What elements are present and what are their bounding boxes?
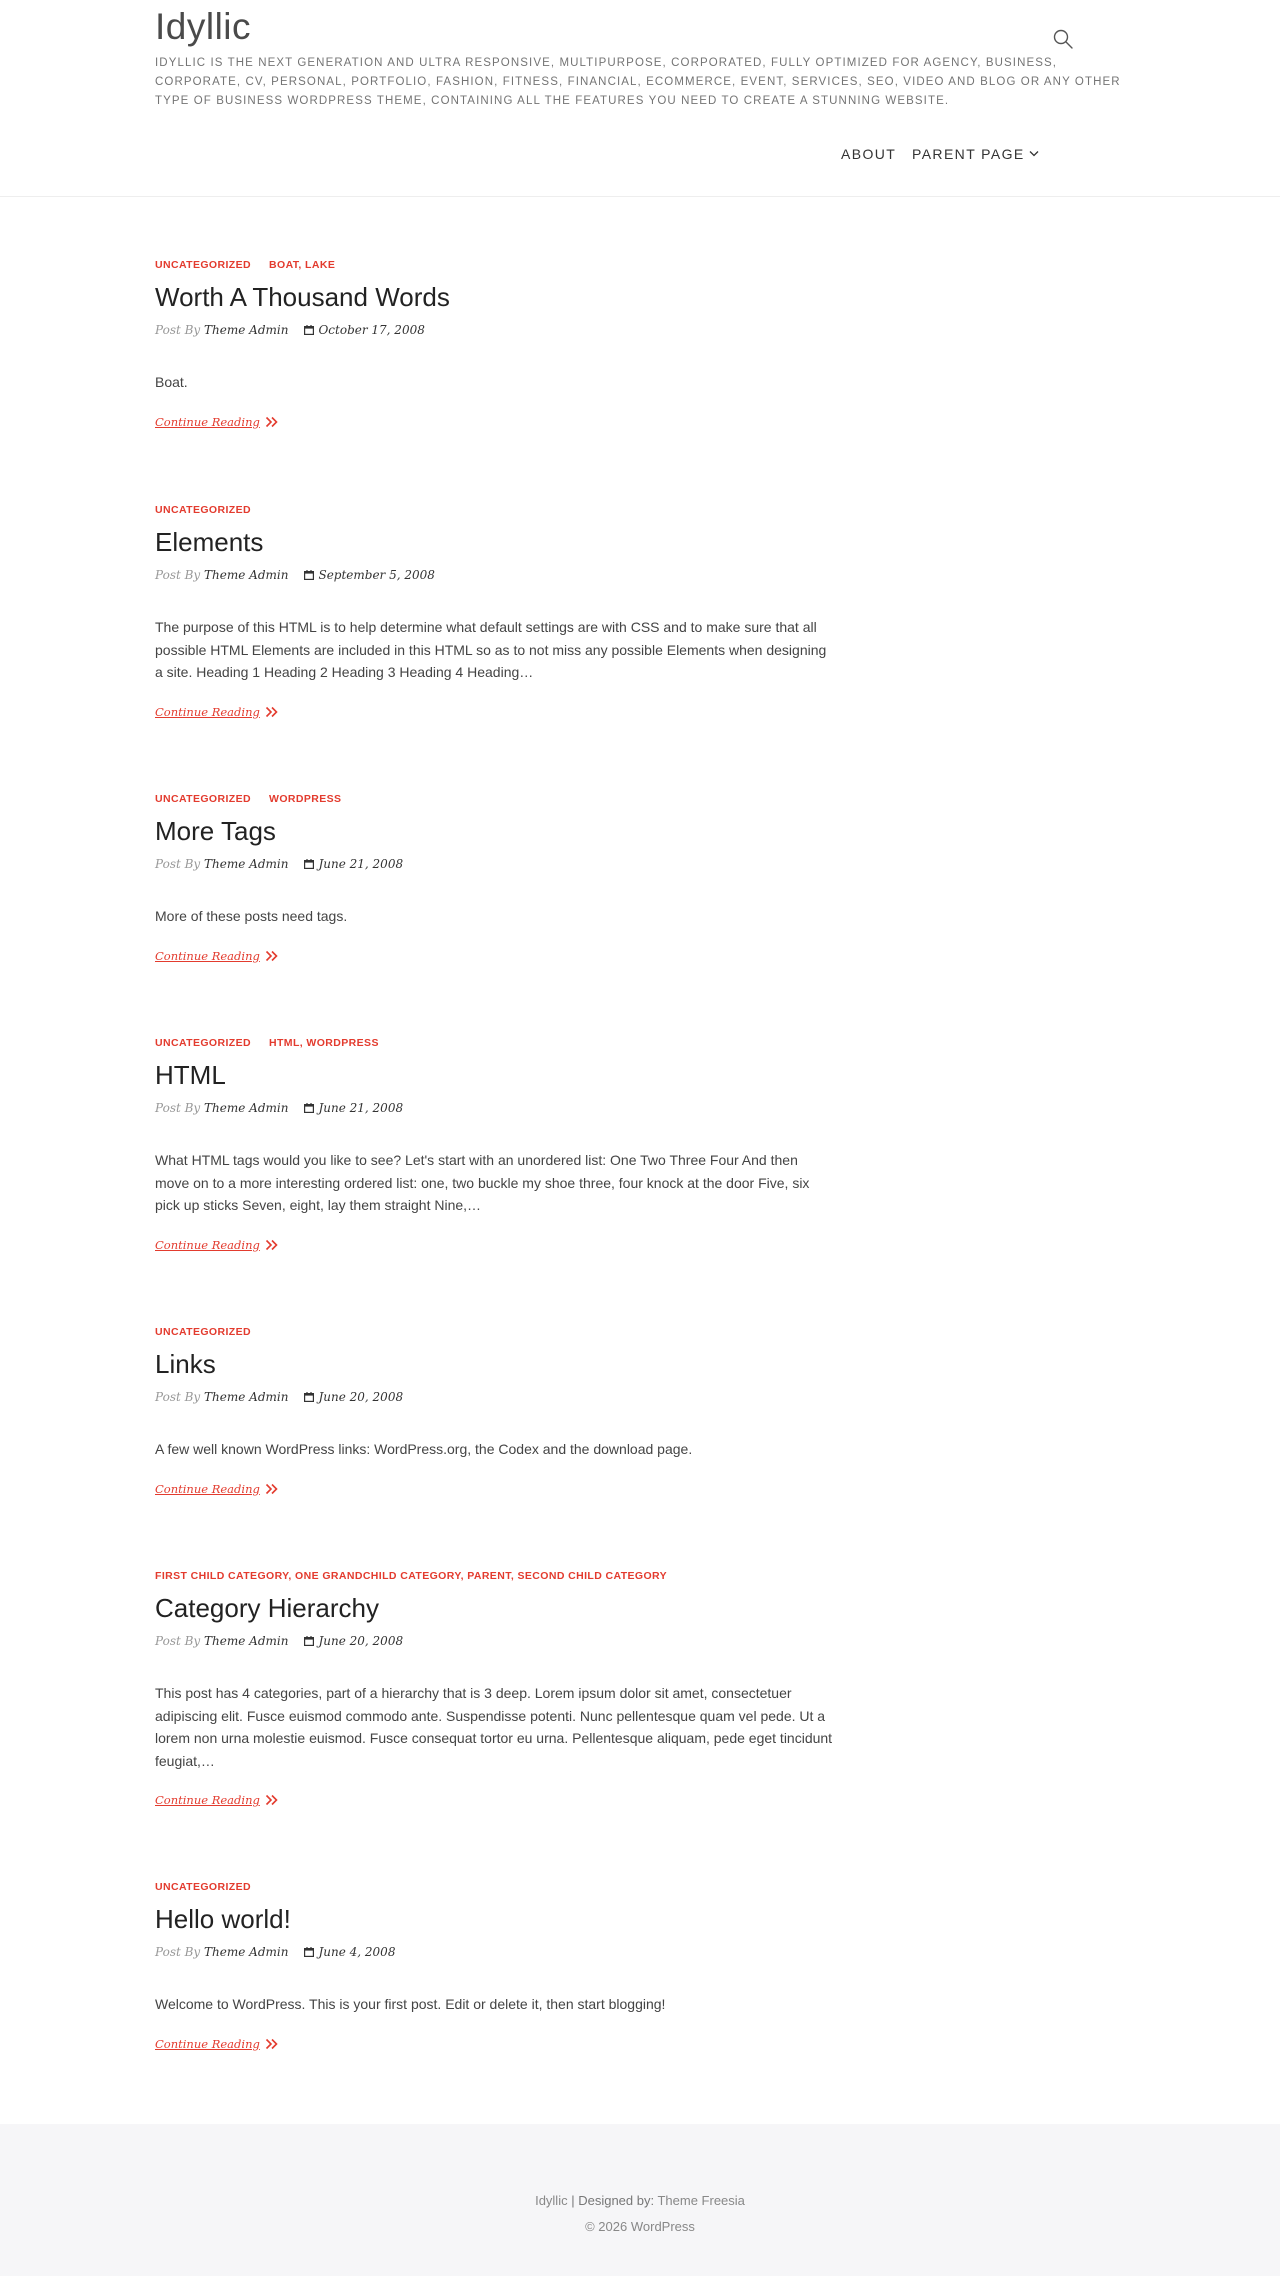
post-entry xyxy=(155,504,835,721)
post-excerpt: This post has 4 categories, part of a hierarchy that is 3 deep. Lorem ipsum dolor sit amet, consectetuer adipiscing elit. Fusce euismod commodo ante. Suspendisse potenti. Nunc pellentesque quam vel pede. Ut a lorem non urna molestie euismod. Fusce consequat tortor eu urna. Pellentesque aliquam, pede eget tincidunt feugiat,… xyxy=(155,1685,833,1769)
calendar-icon xyxy=(304,1636,314,1646)
site-header xyxy=(0,0,1280,197)
post-date-wrap[interactable] xyxy=(304,1945,395,1959)
calendar-icon xyxy=(304,1392,314,1402)
footer-designer-link[interactable]: Theme Freesia xyxy=(657,2193,745,2208)
post-categories xyxy=(155,1881,835,1895)
double-chevron-right-icon xyxy=(265,416,279,428)
double-chevron-right-icon xyxy=(265,950,279,962)
post-entry xyxy=(155,793,835,965)
continue-reading-link[interactable] xyxy=(155,1238,279,1252)
double-chevron-right-icon xyxy=(265,706,279,718)
chevron-down-icon xyxy=(1029,150,1039,158)
category-link[interactable]: UNCATEGORIZED xyxy=(155,504,252,516)
post-excerpt: What HTML tags would you like to see? Let's start with an unordered list: One Two Three Four And then move on to a more interesting ordered list: one, two buckle my shoe three, four knock at the door Five, six pick up sticks Seven, eight, lay them straight Nine,… xyxy=(155,1152,810,1213)
post-date-wrap[interactable] xyxy=(304,857,403,871)
post-by-label: Post By xyxy=(155,1390,201,1404)
post-title[interactable]: Hello world! xyxy=(155,1904,291,1934)
post-entry xyxy=(155,259,835,431)
post-excerpt: More of these posts need tags. xyxy=(155,908,348,924)
site-footer xyxy=(0,2124,1280,2276)
post-author[interactable]: Theme Admin xyxy=(204,323,289,337)
calendar-icon xyxy=(304,325,314,335)
nav-item-parent-page-label: PARENT PAGE xyxy=(912,146,1025,162)
post-entry xyxy=(155,1881,835,2053)
post-title[interactable]: Category Hierarchy xyxy=(155,1593,379,1623)
calendar-icon xyxy=(304,1947,314,1957)
category-link[interactable]: UNCATEGORIZED xyxy=(155,1326,252,1338)
category-link[interactable]: FIRST CHILD CATEGORY, ONE GRANDCHILD CATEGORY, PARENT, SECOND CHILD CATEGORY xyxy=(155,1570,668,1582)
calendar-icon xyxy=(304,570,314,580)
post-date-wrap[interactable] xyxy=(304,323,424,337)
post-by-label: Post By xyxy=(155,1945,201,1959)
post-date: October 17, 2008 xyxy=(318,323,425,337)
double-chevron-right-icon xyxy=(265,1794,279,1806)
post-date-wrap[interactable] xyxy=(304,1390,403,1404)
site-title[interactable]: Idyllic xyxy=(155,6,252,47)
calendar-icon xyxy=(304,859,314,869)
post-date-wrap[interactable] xyxy=(304,1634,403,1648)
double-chevron-right-icon xyxy=(265,2038,279,2050)
post-author[interactable]: Theme Admin xyxy=(204,857,289,871)
double-chevron-right-icon xyxy=(265,1239,279,1251)
calendar-icon xyxy=(304,1103,314,1113)
continue-reading-label: Continue Reading xyxy=(155,1793,260,1807)
post-by-label: Post By xyxy=(155,323,201,337)
post-date: June 20, 2008 xyxy=(318,1634,404,1648)
post-date: June 21, 2008 xyxy=(318,1101,404,1115)
footer-designed-by: | Designed by: xyxy=(571,2193,655,2208)
tag-links[interactable]: HTML, WORDPRESS xyxy=(269,1037,379,1049)
post-date-wrap[interactable] xyxy=(304,568,434,582)
post-excerpt: The purpose of this HTML is to help determine what default settings are with CSS and to make sure that all possible HTML Elements are included in this HTML so as to not miss any possible Elements when designing a site. Heading 1 Heading 2 Heading 3 Heading 4 Heading… xyxy=(155,619,827,680)
search-button[interactable] xyxy=(1052,28,1076,52)
post-categories xyxy=(155,504,835,518)
continue-reading-link[interactable] xyxy=(155,1793,279,1807)
continue-reading-link[interactable] xyxy=(155,705,279,719)
post-meta xyxy=(155,1101,835,1119)
post-by-label: Post By xyxy=(155,1634,201,1648)
continue-reading-link[interactable] xyxy=(155,949,279,963)
nav-item-about[interactable]: ABOUT xyxy=(841,146,897,162)
post-by-label: Post By xyxy=(155,857,201,871)
continue-reading-label: Continue Reading xyxy=(155,1237,260,1252)
continue-reading-link[interactable] xyxy=(155,1482,279,1496)
post-entry xyxy=(155,1326,835,1498)
double-chevron-right-icon xyxy=(265,1483,279,1495)
post-date: June 21, 2008 xyxy=(318,857,404,871)
post-categories xyxy=(155,1037,835,1051)
continue-reading-label: Continue Reading xyxy=(155,948,260,963)
post-title[interactable]: Worth A Thousand Words xyxy=(155,282,450,312)
continue-reading-label: Continue Reading xyxy=(155,704,260,719)
post-title[interactable]: Elements xyxy=(155,527,264,557)
category-link[interactable]: UNCATEGORIZED xyxy=(155,259,252,271)
category-link[interactable]: UNCATEGORIZED xyxy=(155,793,252,805)
footer-credits xyxy=(0,2193,1280,2208)
post-date: June 4, 2008 xyxy=(318,1945,396,1959)
footer-platform-link[interactable]: WordPress xyxy=(630,2219,695,2234)
continue-reading-label: Continue Reading xyxy=(155,414,260,429)
post-categories xyxy=(155,259,835,273)
nav-item-parent-page[interactable] xyxy=(912,146,1039,162)
post-entry xyxy=(155,1570,835,1809)
category-link[interactable]: UNCATEGORIZED xyxy=(155,1881,252,1893)
site-description: IDYLLIC IS THE NEXT GENERATION AND ULTRA RESPONSIVE, MULTIPURPOSE, CORPORATED, FULLY OPTIMIZED FOR AGENCY, BUSINESS, CORPORATE, CV, PERSONAL, PORTFOLIO, FASHION, FITNESS, FINANCIAL, ECOMMERCE, EVENT, SERVICES, SEO, VIDEO AND BLOG OR ANY OTHER TYPE OF BUSINESS WORDPRESS THEME, CONTAINING ALL THE FEATURES YOU NEED TO CREATE A STUNNING WEBSITE. xyxy=(155,57,1121,107)
post-author[interactable]: Theme Admin xyxy=(204,568,289,582)
post-categories xyxy=(155,1326,835,1340)
post-date: September 5, 2008 xyxy=(318,568,435,582)
continue-reading-link[interactable] xyxy=(155,415,279,429)
footer-site-link[interactable]: Idyllic xyxy=(535,2193,568,2208)
post-excerpt: A few well known WordPress links: WordPress.org, the Codex and the download page. xyxy=(155,1441,693,1457)
post-by-label: Post By xyxy=(155,1101,201,1115)
post-meta xyxy=(155,1634,835,1652)
footer-copyright xyxy=(0,2219,1280,2234)
post-meta xyxy=(155,1945,835,1963)
continue-reading-link[interactable] xyxy=(155,2037,279,2051)
post-meta xyxy=(155,1390,835,1408)
post-title[interactable]: More Tags xyxy=(155,816,276,846)
footer-copyright-text: © 2026 xyxy=(585,2219,628,2234)
post-meta xyxy=(155,568,835,586)
continue-reading-label: Continue Reading xyxy=(155,2036,260,2051)
post-by-label: Post By xyxy=(155,568,201,582)
post-entry xyxy=(155,1037,835,1254)
post-meta xyxy=(155,323,835,341)
tag-links[interactable]: BOAT, LAKE xyxy=(269,259,336,271)
post-title[interactable]: Links xyxy=(155,1349,216,1379)
post-meta xyxy=(155,857,835,875)
post-author[interactable]: Theme Admin xyxy=(204,1390,289,1404)
continue-reading-label: Continue Reading xyxy=(155,1481,260,1496)
post-date: June 20, 2008 xyxy=(318,1390,404,1404)
post-author[interactable]: Theme Admin xyxy=(204,1101,289,1115)
post-categories xyxy=(155,1570,835,1584)
post-date-wrap[interactable] xyxy=(304,1101,403,1115)
post-excerpt: Boat. xyxy=(155,374,188,390)
post-title[interactable]: HTML xyxy=(155,1060,226,1090)
post-excerpt: Welcome to WordPress. This is your first post. Edit or delete it, then start blogging! xyxy=(155,1996,666,2012)
search-icon xyxy=(1052,28,1074,50)
category-link[interactable]: UNCATEGORIZED xyxy=(155,1037,252,1049)
post-author[interactable]: Theme Admin xyxy=(204,1634,289,1648)
post-categories xyxy=(155,793,835,807)
post-author[interactable]: Theme Admin xyxy=(204,1945,289,1959)
tag-links[interactable]: WORDPRESS xyxy=(269,793,342,805)
